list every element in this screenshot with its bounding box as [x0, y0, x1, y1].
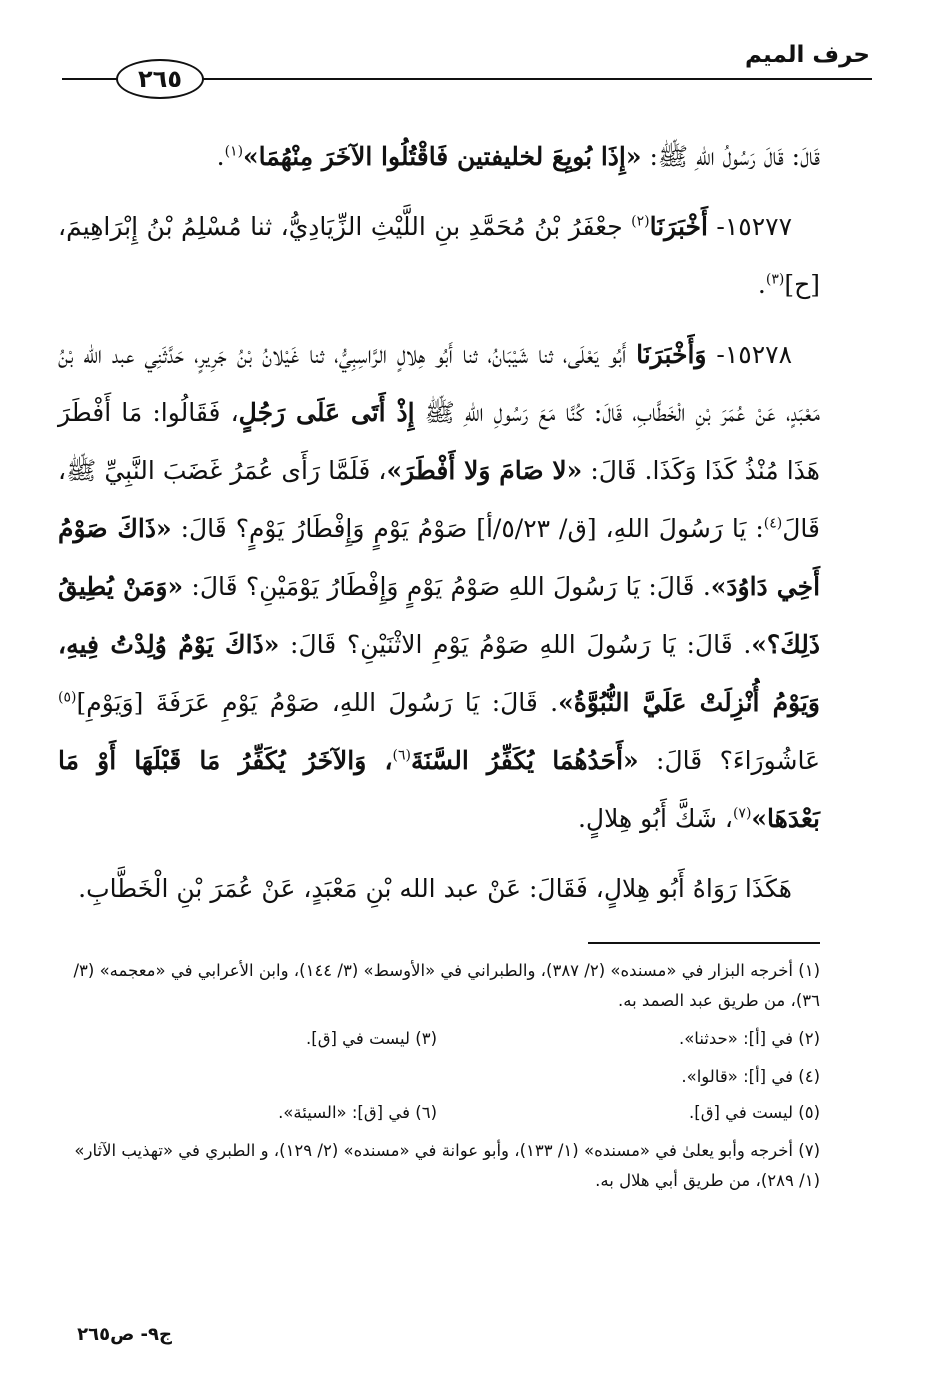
page-number: ٢٦٥	[138, 65, 182, 93]
text-run: قَالَ: قَالَ رَسُولُ اللهِ ﷺ:	[641, 142, 820, 171]
footnote-ref: (٣)	[765, 271, 785, 288]
text-run: أَبُو يَعْلَى، ثنا شَيْبَانُ، ثنا أَبُو هِلالٍ الرَّاسِبِيُّ، ثنا غَيْلانُ بْنُ جَرِيرٍ، حَدَّثَنِي عبد الله بْنُ مَعْبَدٍ، عَنْ عُمَرَ بْنِ الْخَطَّابِ، قَالَ: كُنَّا مَعَ رَسُولِ اللهِ ﷺ	[58, 340, 821, 427]
paragraph-1	[58, 128, 820, 186]
footnote-7: (٧) أخرجه وأبو يعلىٰ في «مسنده» (١/ ١٣٣)، وأبو عوانة في «مسنده» (٢/ ١٢٩)، و الطبري في «تهذيب الآثار» (١/ ٢٨٩)، من طريق أبي هلال به.	[74, 1141, 820, 1190]
narration-keyword: أَخْبَرَنَا	[649, 212, 708, 241]
footnote-5: (٥) ليست في [ق].	[689, 1103, 820, 1122]
footnote-1: (١) أخرجه البزار في «مسنده» (٢/ ٣٨٧)، والطبراني في «الأوسط» (٣/ ١٤٤)، وابن الأعرابي في «معجمه» (٣/ ٣٦)، من طريق عبد الصمد به.	[73, 961, 820, 1010]
text-run: .	[216, 142, 225, 171]
paragraph-4: هَكَذَا رَوَاهُ أَبُو هِلالٍ، فَقَالَ: عَنْ عبد الله بْنِ مَعْبَدٍ، عَنْ عُمَرَ بْنِ الْخَطَّابِ.	[78, 874, 792, 903]
footnote-row	[54, 1098, 820, 1128]
footnote-ref: (٢)	[631, 213, 650, 230]
footnote-ref: (٥)	[58, 689, 77, 706]
footnote-separator	[588, 942, 820, 944]
hadith-quote: «ذَاكَ صَوْمُ أَخِي دَاوُدَ»	[58, 514, 821, 601]
hadith-quote: «إِذَا بُويِعَ لخليفتين فَاقْتُلُوا الآخَرَ مِنْهُمَا»	[243, 142, 642, 171]
volume-page-signature: ج٩- ص٢٦٥	[77, 1324, 172, 1345]
footnote-4: (٤) في [أ]: «قالوا».	[681, 1067, 820, 1086]
hadith-quote: «أَحَدُهُمَا يُكَفِّرُ السَّنَةَ	[410, 746, 639, 775]
bold-phrase: إِذْ أَتَى عَلَى رَجُلٍ	[238, 398, 415, 427]
footnote-6: (٦) في [ق]: «السيئة».	[278, 1103, 437, 1122]
main-text	[58, 128, 820, 918]
text-run: . قَالَ: يَا رَسُولَ اللهِ صَوْمُ يَوْمٍ وَإِفْطَارُ يَوْمَيْنِ؟ قَالَ:	[183, 572, 711, 601]
text-run: .	[757, 270, 766, 299]
text-run: ، شَكَّ أَبُو هِلالٍ.	[577, 804, 733, 833]
hadith-quote: «وَمَنْ يُطِيقُ ذَلِكَ؟»	[58, 572, 821, 659]
paragraph-3	[58, 326, 820, 848]
hadith-quote: «لا صَامَ وَلا أَفْطَرَ»	[386, 456, 583, 485]
narration-keyword: وَأَخْبَرَنَا	[636, 340, 707, 369]
hadith-number: ١٥٢٧٨-	[706, 340, 792, 369]
text-run: ، فَقَالُوا: مَا أَفْطَرَ هَذَا مُنْذُ كَذَا وَكَذَا. قَالَ:	[58, 398, 820, 485]
running-header-title: حرف الميم	[745, 42, 870, 68]
footnote-ref: (٦)	[392, 747, 411, 764]
paragraph-2	[58, 198, 820, 314]
hadith-quote: ، وَالآخَرُ يُكَفِّرُ مَا قَبْلَهَا أَوْ مَا بَعْدَهَا»	[58, 746, 820, 833]
text-run: [ح]	[784, 270, 820, 299]
hadith-number: ١٥٢٧٧-	[707, 212, 792, 241]
footnote-3: (٣) ليست في [ق].	[306, 1029, 437, 1048]
text-run: عَاشُورَاءَ؟ قَالَ:	[638, 746, 821, 775]
text-run: جعْفَرُ بْنُ مُحَمَّدِ بنِ اللَّيْثِ الزِّيَادِيُّ، ثنا مُسْلِمُ بْنُ إِبْرَاهِيمَ،	[58, 212, 632, 241]
hadith-quote: «ذَاكَ يَوْمٌ وُلِدْتُ فِيهِ، وَيَوْمُ أُنْزِلَتْ عَلَيَّ النُّبُوَّةُ»	[58, 630, 820, 717]
footnote-2: (٢) في [أ]: «حدثنا».	[678, 1029, 820, 1048]
footnote-ref: (١)	[224, 143, 244, 160]
text-run: . قَالَ: يَا رَسُولَ اللهِ، صَوْمُ يَوْمِ عَرَفَةَ [وَيَوْمِ]	[76, 688, 559, 717]
footnote-row	[54, 1024, 820, 1054]
text-run: . قَالَ: يَا رَسُولَ اللهِ صَوْمُ يَوْمِ الاثْنَيْنِ؟ قَالَ:	[279, 630, 752, 659]
page-number-badge	[116, 59, 204, 99]
text-run: ، فَلَمَّا رَأَى عُمَرُ غَضَبَ النَّبِيِّ ﷺ، قَالَ	[58, 456, 820, 543]
footnote-ref: (٤)	[763, 515, 783, 532]
footnotes	[54, 956, 820, 1204]
text-run: : يَا رَسُولَ اللهِ، [ق/ ٥/٢٣/أ] صَوْمُ يَوْمٍ وَإِفْطَارُ يَوْمٍ؟ قَالَ:	[171, 514, 764, 543]
footnote-ref: (٧)	[732, 805, 752, 822]
